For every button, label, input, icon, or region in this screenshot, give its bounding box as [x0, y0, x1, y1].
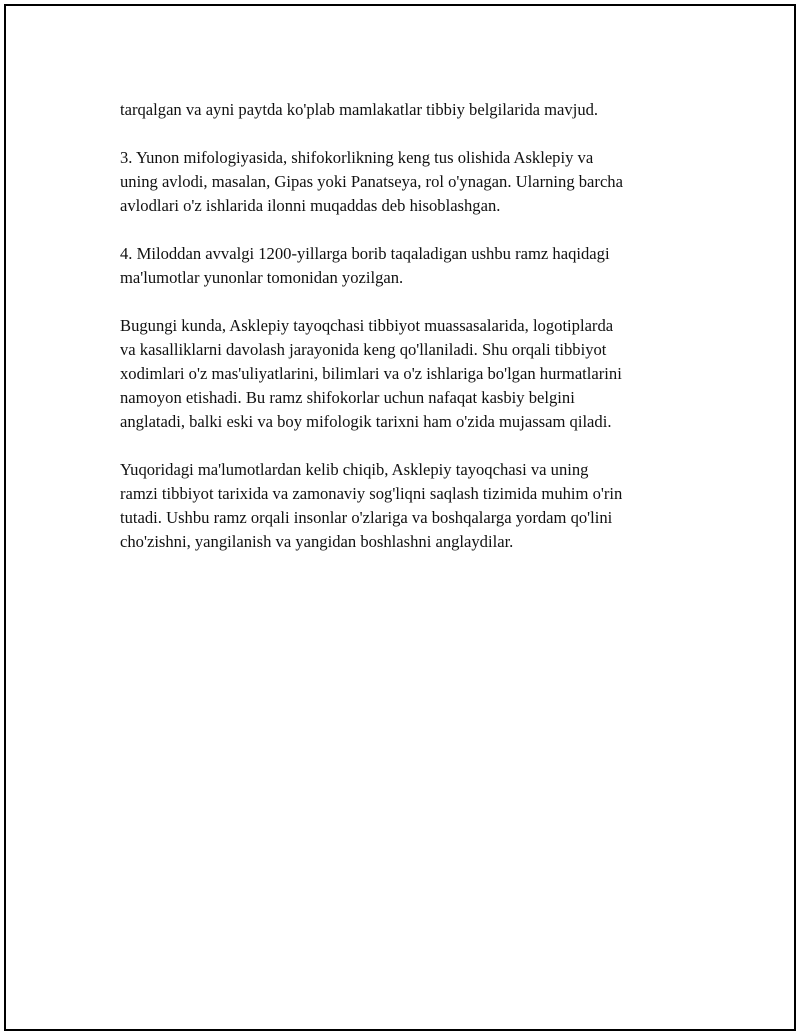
document-body	[120, 98, 690, 578]
paragraph-point-4: 4. Miloddan avvalgi 1200-yillarga borib taqaladigan ushbu ramz haqidagi ma'lumotlar yunonlar tomonidan yozilgan.	[120, 244, 610, 287]
paragraph-continuation: tarqalgan va ayni paytda ko'plab mamlakatlar tibbiy belgilarida mavjud.	[120, 100, 599, 119]
paragraph-point-3: 3. Yunon mifologiyasida, shifokorlikning keng tus olishida Asklepiy va uning avlodi, masalan, Gipas yoki Panatseya, rol o'ynagan. Ularning barcha avlodlari o'z ishlarida ilonni muqaddas deb hisoblashgan.	[120, 148, 623, 215]
document-page	[4, 4, 796, 1031]
paragraph-conclusion: Yuqoridagi ma'lumotlardan kelib chiqib, Asklepiy tayoqchasi va uning ramzi tibbiyot tarixida va zamonaviy sog'liqni saqlash tizimida muhim o'rin tutadi. Ushbu ramz orqali insonlar o'zlariga va boshqalarga yordam qo'lini cho'zishni, yangilanish va yangidan boshlashni anglaydilar.	[120, 460, 623, 551]
paragraph-today: Bugungi kunda, Asklepiy tayoqchasi tibbiyot muassasalarida, logotiplarda va kasalliklarni davolash jarayonida keng qo'llaniladi. Shu orqali tibbiyot xodimlari o'z mas'uliyatlarini, bilimlari va o'z ishlariga bo'lgan hurmatlarini namoyon etishadi. Bu ramz shifokorlar uchun nafaqat kasbiy belgini anglatadi, balki eski va boy mifologik tarixni ham o'zida mujassam qiladi.	[120, 316, 622, 431]
